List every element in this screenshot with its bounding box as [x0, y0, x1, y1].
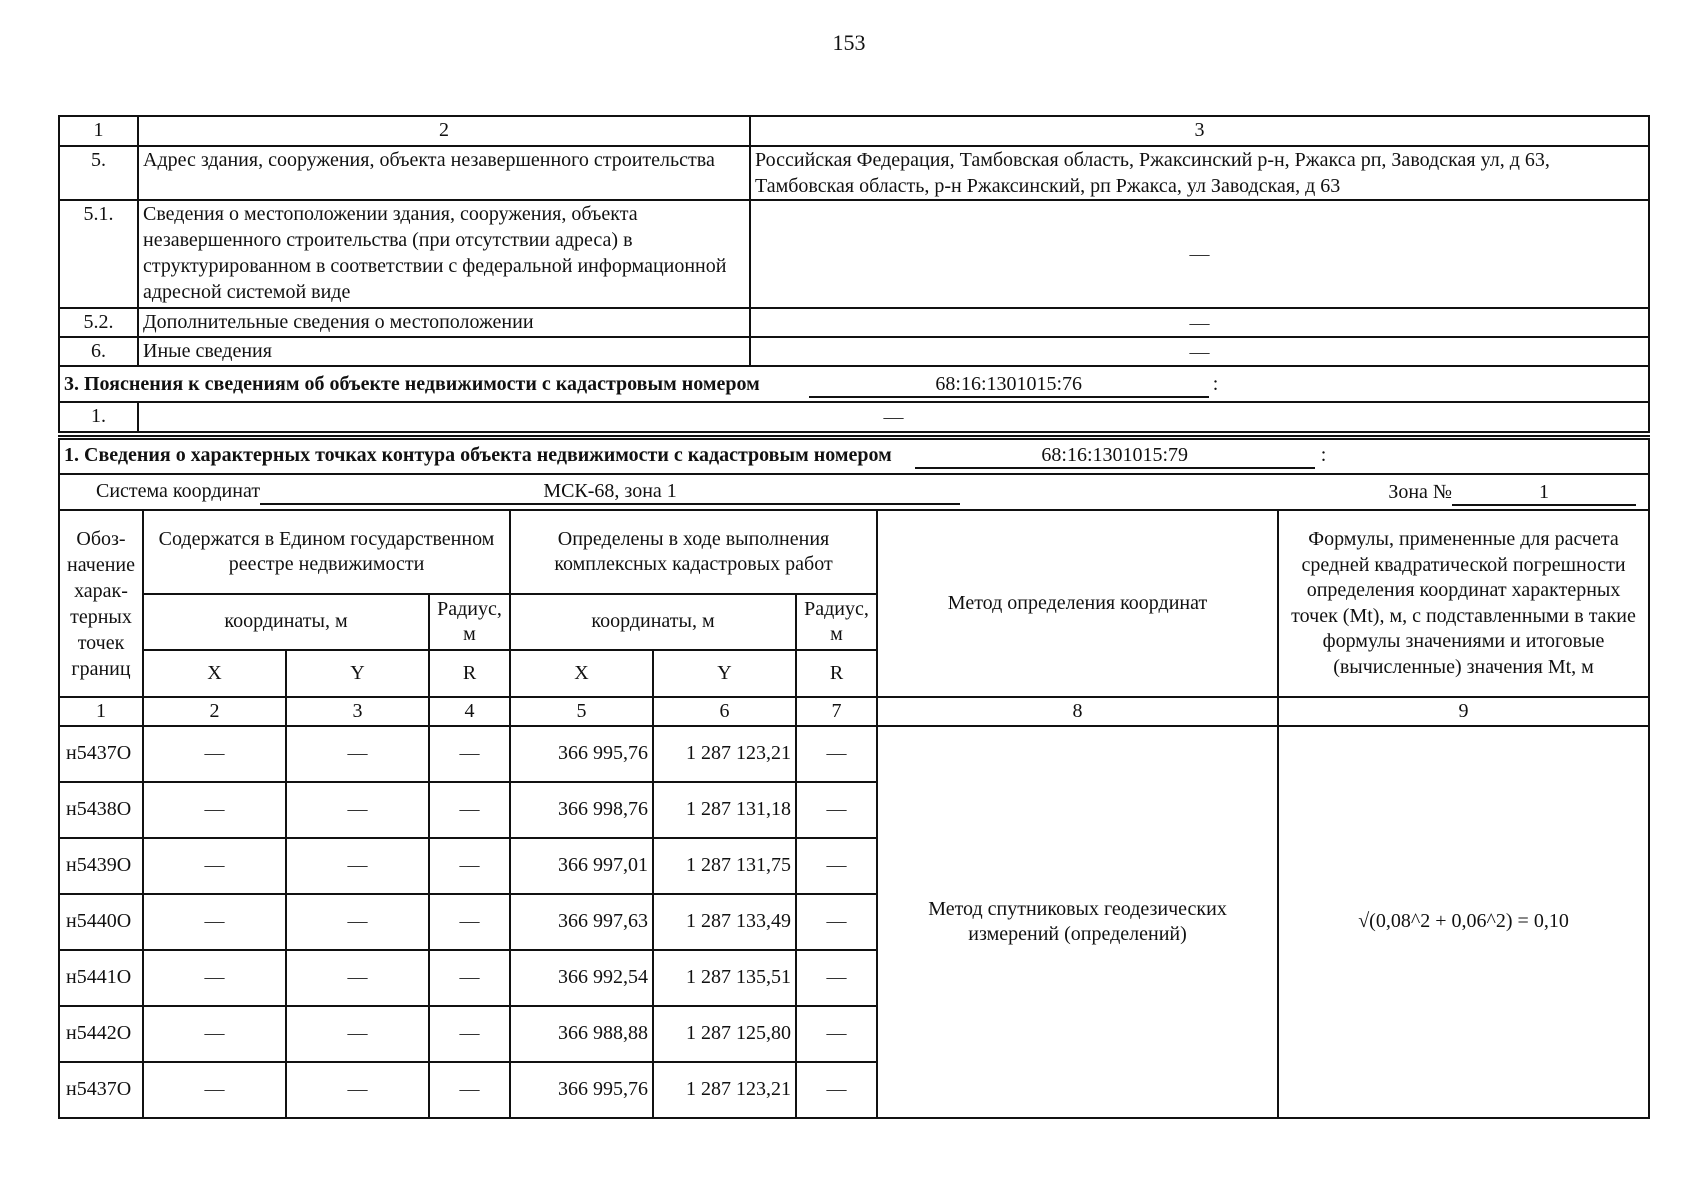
header-row [59, 116, 1649, 146]
header-r: R [796, 650, 877, 697]
formula-value: √(0,08^2 + 0,06^2) = 0,10 [1278, 726, 1649, 1118]
egrn-r: — [429, 1062, 510, 1118]
object-info-table [58, 115, 1650, 433]
row-label: Адрес здания, сооружения, объекта незавершенного строительства [138, 146, 750, 200]
row-number: 5.1. [59, 200, 138, 308]
egrn-r: — [429, 782, 510, 838]
section3-header-row [59, 366, 1649, 402]
kkr-y: 1 287 123,21 [653, 726, 796, 782]
kkr-y: 1 287 133,49 [653, 894, 796, 950]
page-number: 153 [832, 30, 866, 55]
row-value: — [138, 402, 1649, 432]
kkr-x: 366 997,01 [510, 838, 653, 894]
table-row [59, 146, 1649, 200]
col-header-3: 3 [750, 116, 1649, 146]
kkr-y: 1 287 135,51 [653, 950, 796, 1006]
section1-header [59, 438, 1649, 474]
header-x: X [510, 650, 653, 697]
header-coords-kkr: координаты, м [510, 594, 796, 650]
coord-system-label: Система координат [96, 479, 261, 502]
section1-title: 1. Сведения о характерных точках контура объекта недвижимости с кадастровым номером [64, 444, 892, 467]
section1-title-row [59, 438, 1649, 474]
kkr-x: 366 995,76 [510, 726, 653, 782]
section1-header-table [58, 435, 1650, 511]
zone-value: 1 [1452, 480, 1636, 506]
section3-header [59, 366, 1649, 402]
kkr-y: 1 287 123,21 [653, 1062, 796, 1118]
point-id: н5437О [59, 726, 143, 782]
section3-cadastral-number: 68:16:1301015:76 [809, 372, 1209, 398]
col-number: 4 [429, 697, 510, 726]
row-value: — [750, 308, 1649, 337]
table-row [59, 726, 1649, 782]
points-table [58, 509, 1650, 1119]
header-method: Метод определения координат [877, 510, 1278, 697]
row-label: Дополнительные сведения о местоположении [138, 308, 750, 337]
point-id: н5441О [59, 950, 143, 1006]
header-x: X [143, 650, 286, 697]
egrn-r: — [429, 894, 510, 950]
table-row [59, 337, 1649, 366]
egrn-r: — [429, 950, 510, 1006]
kkr-y: 1 287 131,18 [653, 782, 796, 838]
egrn-r: — [429, 1006, 510, 1062]
row-label: Иные сведения [138, 337, 750, 366]
kkr-r: — [796, 894, 877, 950]
kkr-y: 1 287 131,75 [653, 838, 796, 894]
section1-colon: : [1320, 444, 1327, 467]
egrn-y: — [286, 726, 429, 782]
egrn-y: — [286, 782, 429, 838]
point-id: н5437О [59, 1062, 143, 1118]
col-number: 6 [653, 697, 796, 726]
kkr-r: — [796, 838, 877, 894]
section3-title: 3. Пояснения к сведениям об объекте недвижимости с кадастровым номером [64, 372, 760, 395]
table-row [59, 200, 1649, 308]
kkr-r: — [796, 950, 877, 1006]
point-id: н5440О [59, 894, 143, 950]
row-label: Сведения о местоположении здания, сооружения, объекта незавершенного строительства (при отсутствии адреса) в структурированном в соответствии с федеральной информационной адресной системой виде [138, 200, 750, 308]
row-value: — [750, 200, 1649, 308]
row-value: Российская Федерация, Тамбовская область, Ржаксинский р-н, Ржакса рп, Заводская ул, д 63, Тамбовская область, р-н Ржаксинский, рп Ржакса, ул Заводская, д 63 [750, 146, 1649, 200]
kkr-x: 366 995,76 [510, 1062, 653, 1118]
point-id: н5442О [59, 1006, 143, 1062]
row-value: — [750, 337, 1649, 366]
point-id: н5438О [59, 782, 143, 838]
header-formula: Формулы, примененные для расчета средней квадратической погрешности определения координат характерных точек (Mt), м, с подставленными в такие формулы значениями и итоговые (вычисленные) значения Mt, м [1278, 510, 1649, 697]
egrn-x: — [143, 950, 286, 1006]
egrn-r: — [429, 838, 510, 894]
row-number: 6. [59, 337, 138, 366]
coord-system-cell [59, 474, 1649, 510]
method-value: Метод спутниковых геодезических измерений (определений) [877, 726, 1278, 1118]
table-row [59, 308, 1649, 337]
egrn-x: — [143, 782, 286, 838]
header-y: Y [286, 650, 429, 697]
egrn-y: — [286, 1062, 429, 1118]
row-number: 5. [59, 146, 138, 200]
egrn-y: — [286, 838, 429, 894]
coord-system-value: МСК-68, зона 1 [260, 479, 960, 505]
col-number: 5 [510, 697, 653, 726]
header-r: R [429, 650, 510, 697]
points-header-row-1 [59, 510, 1649, 594]
col-header-1: 1 [59, 116, 138, 146]
section3-colon: : [1212, 372, 1219, 395]
egrn-x: — [143, 838, 286, 894]
egrn-x: — [143, 1062, 286, 1118]
kkr-r: — [796, 782, 877, 838]
kkr-x: 366 988,88 [510, 1006, 653, 1062]
column-number-row [59, 697, 1649, 726]
header-radius-kkr: Радиус, м [796, 594, 877, 650]
egrn-y: — [286, 1006, 429, 1062]
kkr-y: 1 287 125,80 [653, 1006, 796, 1062]
kkr-x: 366 992,54 [510, 950, 653, 1006]
egrn-r: — [429, 726, 510, 782]
header-point-designation: Обоз-начение харак-терных точек границ [59, 510, 143, 697]
kkr-x: 366 997,63 [510, 894, 653, 950]
section1-cadastral-number: 68:16:1301015:79 [915, 443, 1315, 469]
egrn-x: — [143, 1006, 286, 1062]
coord-system-row [59, 474, 1649, 510]
header-radius-egrn: Радиус, м [429, 594, 510, 650]
header-egrn: Содержатся в Едином государственном реестре недвижимости [143, 510, 510, 594]
egrn-y: — [286, 894, 429, 950]
header-kkr: Определены в ходе выполнения комплексных кадастровых работ [510, 510, 877, 594]
col-number: 1 [59, 697, 143, 726]
table-row [59, 402, 1649, 432]
kkr-r: — [796, 726, 877, 782]
row-number: 5.2. [59, 308, 138, 337]
col-number: 7 [796, 697, 877, 726]
egrn-y: — [286, 950, 429, 1006]
kkr-r: — [796, 1062, 877, 1118]
col-number: 2 [143, 697, 286, 726]
zone-label: Зона № [1388, 480, 1452, 503]
egrn-x: — [143, 894, 286, 950]
row-number: 1. [59, 402, 138, 432]
header-y: Y [653, 650, 796, 697]
col-header-2: 2 [138, 116, 750, 146]
kkr-x: 366 998,76 [510, 782, 653, 838]
point-id: н5439О [59, 838, 143, 894]
kkr-r: — [796, 1006, 877, 1062]
col-number: 3 [286, 697, 429, 726]
egrn-x: — [143, 726, 286, 782]
col-number: 9 [1278, 697, 1649, 726]
header-coords-egrn: координаты, м [143, 594, 429, 650]
col-number: 8 [877, 697, 1278, 726]
